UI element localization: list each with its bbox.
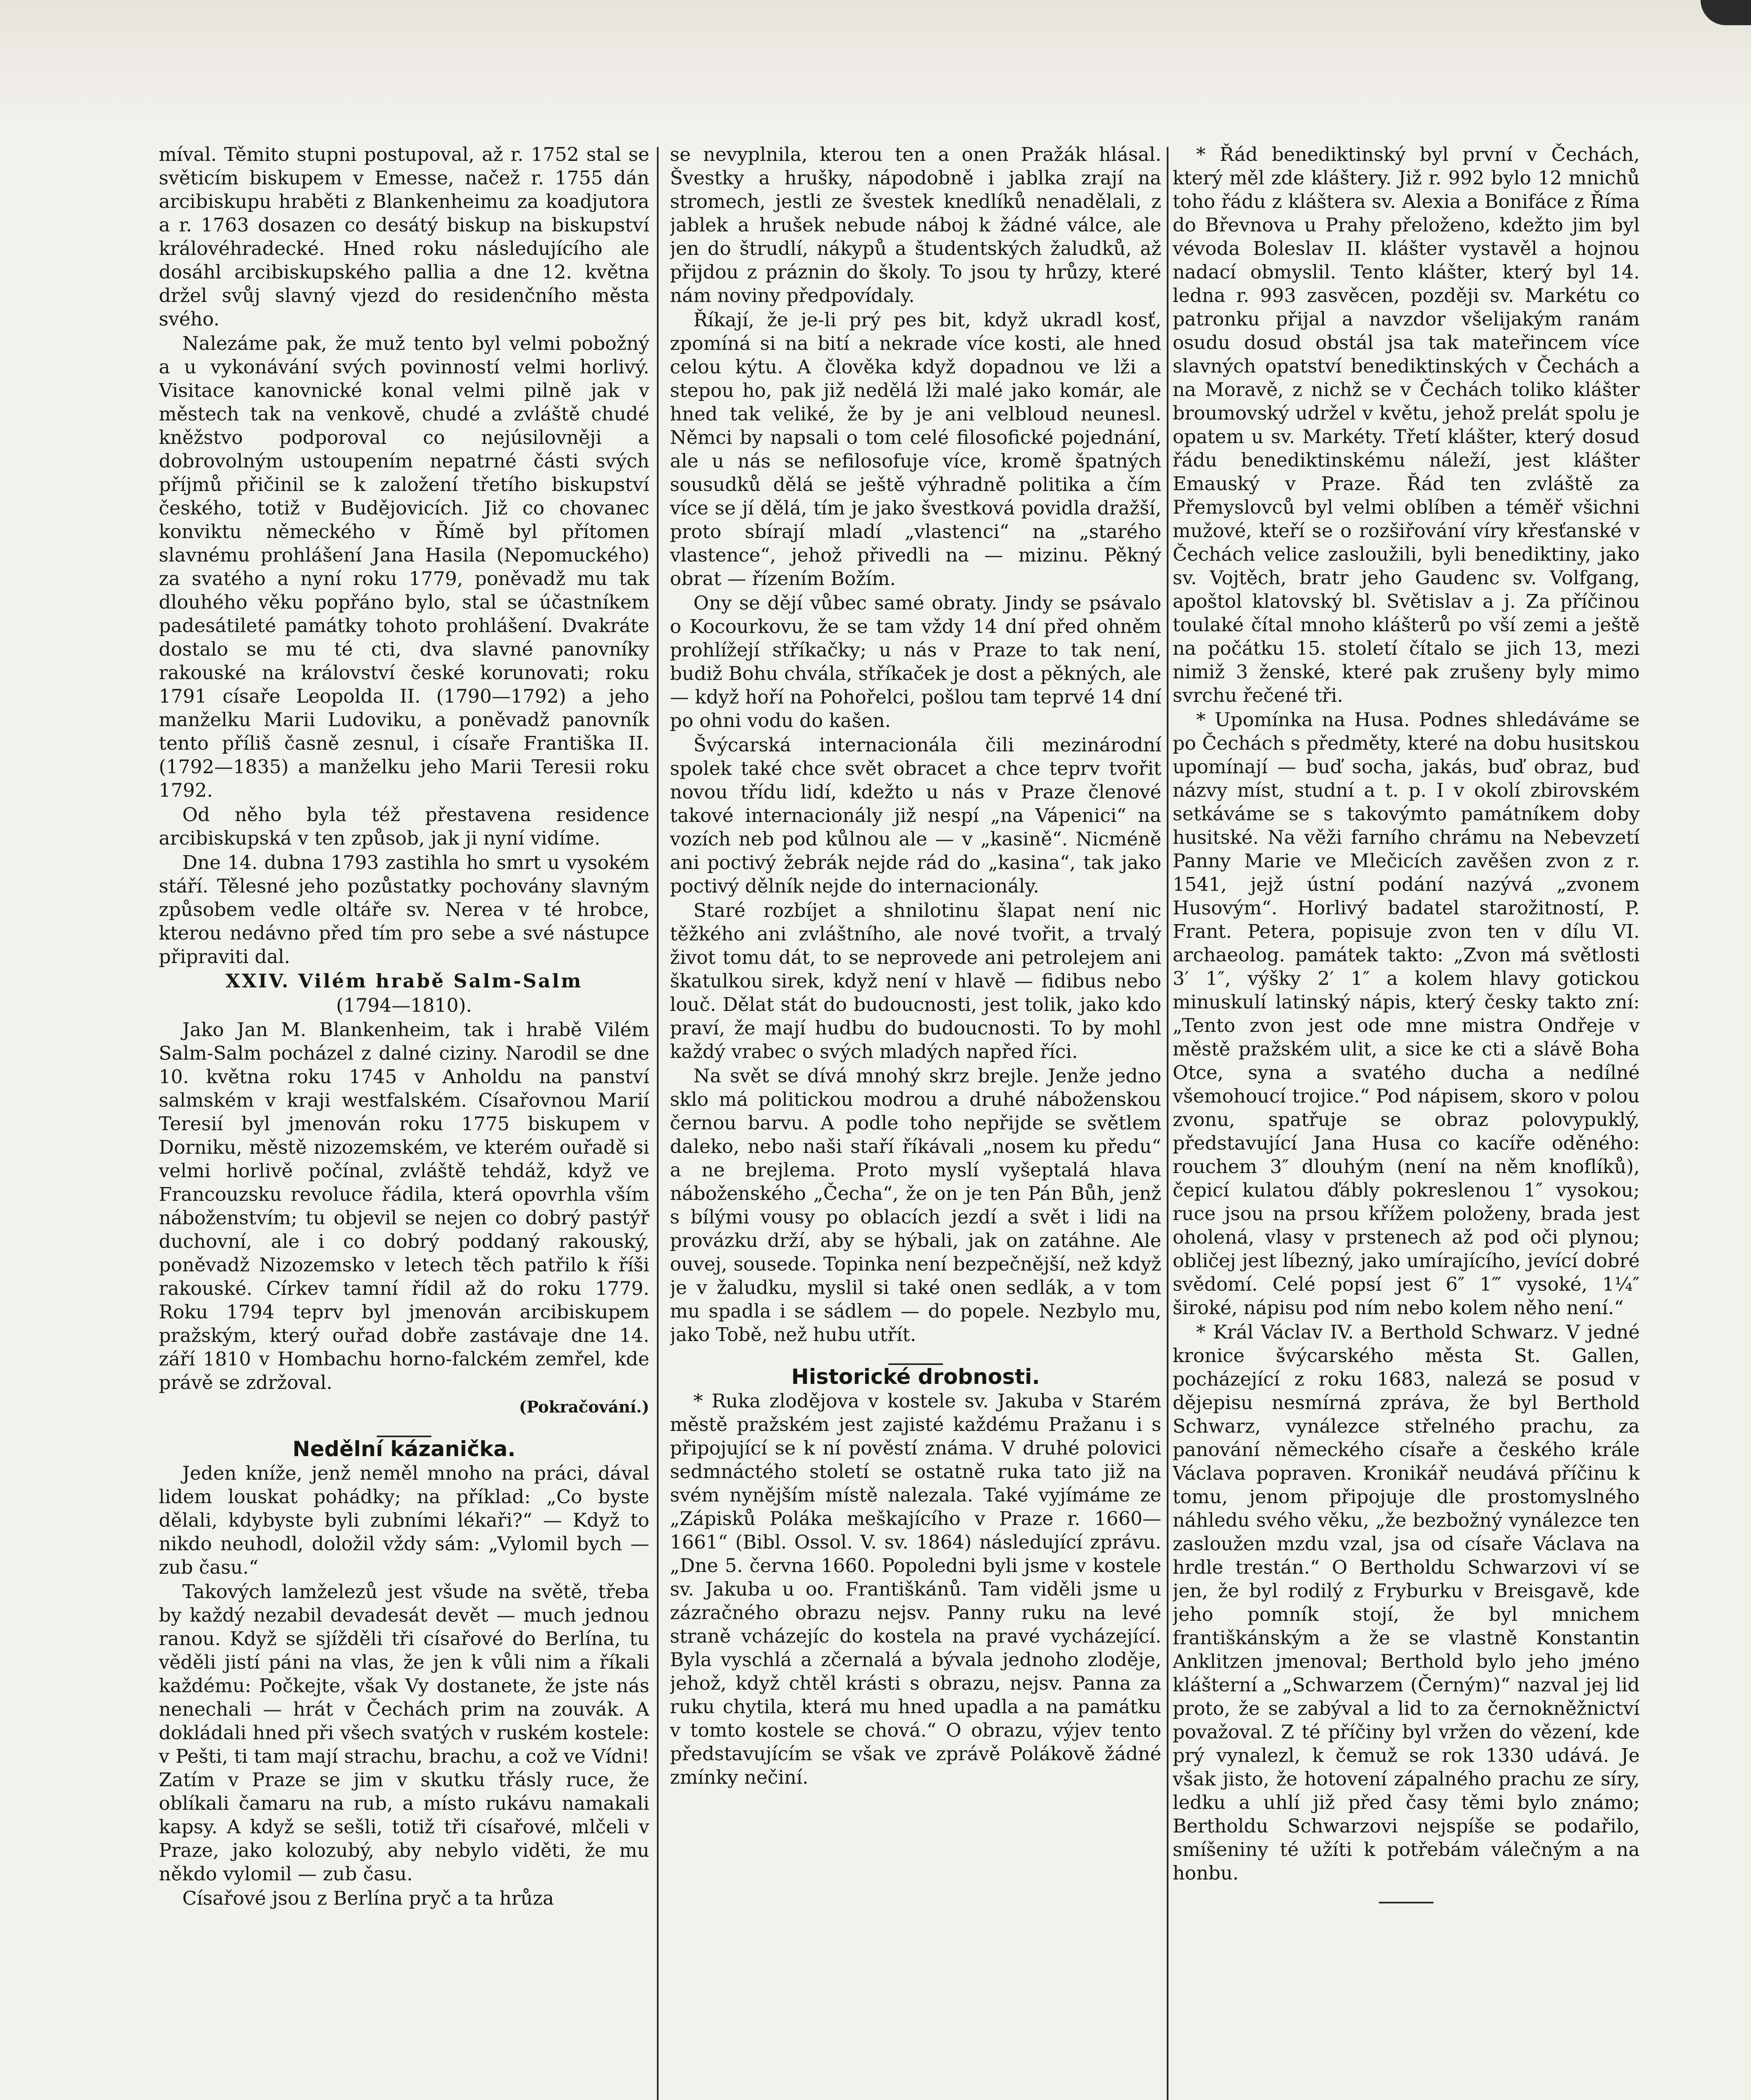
paragraph: * Ruka zlodějova v kostele sv. Jakuba v Starém městě pražském jest zajisté každému Pražanu i s připojující se k ní pověstí známa. V druhé polovici sedmnáctého století se ostatně ruka tato již na svém nynějším místě nalezala. Také vyjímáme ze „Zápisků Poláka meškajícího v Praze r. 1660—1661“ (Bibl. Ossol. V. sv. 1864) následující zprávu. „Dne 5. června 1660. Popoledni byli jsme v kostele sv. Jakuba u oo. Františkánů. Tam viděli jsme u zázračného obrazu nejsv. Panny ruku na levé straně vcházejíc do kostela na pravé vycházející. Byla vyschlá a zčernalá a bývala jednoho zloděje, jehož, když chtěl krásti s obrazu, nejsv. Panna za ruku chytila, která mu hned upadla a na památku v tomto kostele se chová.“ O obrazu, výjev tento představujícím se však ve zprávě Polákově žádné zmínky nečiní.: [670, 1390, 1161, 1788]
paragraph: Císařové jsou z Berlína pryč a ta hrůza: [182, 1887, 554, 1909]
section-years: (1794—1810).: [336, 994, 472, 1016]
paragraph: Od něho byla též přestavena residence arcibiskupská v ten způsob, jak ji nyní vidíme.: [159, 803, 649, 849]
column-divider-1: [657, 147, 659, 2100]
paragraph: míval. Těmito stupni postupoval, až r. 1752 stal se světicím biskupem v Emesse, načež r. 1755 dán arcibiskupu hraběti z Blankenheimu za koadjutora a r. 1763 dosazen co desátý biskup na biskupství královéhradecké. Hned roku následujícího ale dosáhl arcibiskupského pallia a dne 12. května držel svůj slavný vjezd do residenčního města svého.: [159, 143, 649, 330]
column-divider-2: [1167, 147, 1168, 2100]
continuation-note: (Pokračování.): [519, 1397, 649, 1416]
paragraph: * Řád benediktinský byl první v Čechách, který měl zde kláštery. Již r. 992 bylo 12 mnichů toho řádu z kláštera sv. Alexia a Bonifáce z Říma do Břevnova u Prahy přeloženo, kdežto jim byl vévoda Boleslav II. klášter vystavěl a hojnou nadací obmyslil. Tento klášter, který byl 14. ledna r. 993 zasvěcen, později sv. Markétu co patronku přijal a navzdor všelijakým ranám osudu dosud obstál jsa tak mateřincem více slavných opatství benediktinských v Čechách a na Moravě, z nichž se v Čechách toliko klášter broumovský udržel v květu, jehož prelát spolu je opatem u sv. Markéty. Třetí klášter, který dosud řádu benediktinskému náleží, jest klášter Emauský v Praze. Řád ten zvláště za Přemyslovců byl velmi oblíben a téměř všichni mužové, kteří se o rozšiřování víry křesťanské v Čechách velice zasloužili, byli benediktiny, jako sv. Vojtěch, bratr jeho Gaudenc sv. Volfgang, apoštol klatovský bl. Světislav a j. Za příčinou toulaké čítal mnoho klášterů po vší zemi a ještě na počátku 15. století čítalo se jich 13, mezi nimiž 3 ženské, které pak zrušeny byly mimo svrchu řečené tři.: [1173, 143, 1640, 706]
paragraph: * Upomínka na Husa. Podnes shledáváme se po Čechách s předměty, které na dobu husitskou upomínají — buď socha, jakás, buď obraz, buď názvy míst, studní a t. p. I v okolí zbirovském setkáváme se s takovýmto památníkem doby husitské. Na věži farního chrámu na Nebevzetí Panny Marie ve Mlečicích zavěšen zvon z r. 1541, jejž ústní podání nazývá „zvonem Husovým“. Horlivý badatel starožitností, P. Frant. Petera, popisuje zvon ten v dílu VI. archaeolog. památek takto: „Zvon má světlosti 3′ 1″, výšky 2′ 1″ a kolem hlavy gotickou minuskulí latinský nápis, který česky takto zní: „Tento zvon jest ode mne mistra Ondřeje v městě pražském ulit, a sice ke cti a slávě Boha Otce, syna a svatého ducha a nedílné všemohoucí trojice.“ Pod nápisem, skoro v polou zvonu, spatřuje se obraz polovypuklý, představující Jana Husa co kacíře oděného: rouchem 3″ dlouhým (není na něm knoflíků), čepicí kulatou ďábly pokreslenou 1″ vysokou; ruce jsou na prsou křížem položeny, brada jest oholená, vlasy v prstenech až pod oči plynou; obličej jest líbezný, jako umírajícího, jevící dobré svědomí. Celé popsí jest 6″ 1‴ vysoké, 1¼″ široké, nápisu pod ním nebo kolem něho není.“: [1173, 709, 1640, 1319]
column-left: [159, 143, 649, 2100]
paragraph: Nalezáme pak, že muž tento byl velmi pobožný a u vykonávání svých povinností velmi horlivý. Visitace kanovnické konal velmi pilně jak v městech tak na venkově, chudé a zvláště chudé kněžstvo podporoval co nejúsilovněji a dobrovolným ustoupením nepatrné části svých příjmů přičinil se k založení třetího biskupství českého, totiž v Budějovicích. Již co chovanec konviktu německého v Římě byl přítomen slavnému prohlášení Jana Hasila (Nepomuckého) za svatého a nyní roku 1779, poněvadž mu tak dlouhého věku popřáno bylo, stal se účastníkem padesátileté památky tohoto prohlášení. Dvakráte dostalo se mu té cti, dva slavné panovníky rakouské na království české korunovati; roku 1791 císaře Leopolda II. (1790—1792) a jeho manželku Marii Ludoviku, a poněvadž panovník tento příliš časně zesnul, i císaře Františka II. (1792—1835) a manželku jeho Marii Teresii roku 1792.: [159, 332, 649, 801]
paragraph: Staré rozbíjet a shnilotinu šlapat není nic těžkého ani zvláštního, ale nové tvořit, a trvalý život tomu dát, to se neprovede ani petrolejem ani škatulkou sirek, když není v hlavě — fidibus nebo louč. Dělat stát do budoucnosti, jest tolik, jako kdo praví, že mají hudbu do budoucnosti. To by mohl každý vrabec o svých mladých napřed říci.: [670, 899, 1161, 1063]
history-title: Historické drobnosti.: [791, 1365, 1040, 1389]
page-top-margin: [0, 0, 1751, 126]
column-middle: [670, 143, 1161, 2100]
paragraph: Na svět se dívá mnohý skrz brejle. Jenže jedno sklo má politickou modrou a druhé náboženskou černou barvu. A podle toho nepřijde se světlem daleko, nebo naši staří říkávali „nosem ku předu“ a ne brejlema. Proto myslí vyšeptalá hlava náboženského „Čecha“, že on je ten Pán Bůh, jenž s bílými vousy po oblacích jezdí a svět i lidi na provázku drží, aby se hýbali, jak on zatáhne. Ale ouvej, sousede. Topinka není bezpečnější, než když je v žaludku, myslil si také onen sedlák, a v tom mu spadla i se sádlem — do popele. Nezbylo mu, jako Tobě, než hubu utřít.: [670, 1065, 1161, 1346]
paragraph: Jako Jan M. Blankenheim, tak i hrabě Vilém Salm-Salm pocházel z dalné ciziny. Narodil se dne 10. května roku 1745 v Anholdu na panství salmském v kraji westfalském. Císařovnou Marií Teresií byl jmenován roku 1775 biskupem v Dorniku, městě nizozemském, ve kterém ouřadě si velmi horlivě počínal, zvláště tehdáž, když ve Francouzsku revoluce řádila, která opovrhla vším náboženstvím; tu objevil se nejen co dobrý pastýř duchovní, ale i co dobrý poddaný rakouský, poněvadž Nizozemsko v letech těch patřilo k říši rakouské. Církev tamní řídil až do roku 1779. Roku 1794 teprv byl jmenován arcibiskupem pražským, který ouřad dobře zastávaje dne 14. září 1810 v Hombachu horno-falckém zemřel, kde právě se zdržoval.: [159, 1018, 649, 1394]
sermon-title: Nedělní kázanička.: [292, 1437, 516, 1461]
paragraph: Švýcarská internacionála čili mezinárodní spolek také chce svět obracet a chce teprv tvořit novou třídu lidí, kdežto u nás v Praze členové takové internacionály již nespí „na Vápenici“ na vozích neb pod kůlnou ale — v „kasině“. Nicméně ani poctivý žebrák nejde rád do „kasina“, tak jako poctivý dělník nejde do internacionály.: [670, 734, 1161, 897]
paragraph: Ony se dějí vůbec samé obraty. Jindy se psávalo o Kocourkovu, že se tam vždy 14 dní před ohněm prohlížejí stříkačky; u nás v Praze to tak není, budiž Bohu chvála, stříkaček je dost a pěkných, ale — když hoří na Pohořelci, pošlou tam teprvé 14 dní po ohni vodu do kašen.: [670, 592, 1161, 732]
section-separator: [1379, 1902, 1433, 1903]
section-heading: XXIV. Vilém hrabě Salm-Salm: [225, 970, 583, 992]
paragraph: Jeden kníže, jenž neměl mnoho na práci, dával lidem louskat pohádky; na příklad: „Co byste dělali, kdybyste byli zubními lékaři?“ — Když to nikdo neuhodl, doložil vždy sám: „Vylomil bych — zub času.“: [159, 1462, 649, 1578]
paragraph: Takových lamželezů jest všude na světě, třeba by každý nezabil devadesát devět — much jednou ranou. Když se sjížděli tři císařové do Berlína, tu věděli jistí páni na vlas, že jen k vůli nim a říkali každému: Počkejte, však Vy dostanete, že jste nás nenechali — hrát v Čechách prim na zouvák. A dokládali hned při všech svatých v ruském kostele: v Pešti, ti tam mají strachu, brachu, a což ve Vídni! Zatím v Praze se jim v skutku třásly ruce, že oblíkali čamaru na rub, a místo rukávu namakali kapsy. A když se sešli, totiž tři císařové, mlčeli v Praze, jako kolozubý, aby nebylo viděti, že mu někdo vylomil — zub času.: [159, 1580, 649, 1885]
column-right: [1173, 143, 1640, 2100]
paragraph: * Král Václav IV. a Berthold Schwarz. V jedné kronice švýcarského města St. Gallen, pocházející z roku 1683, nalezá se posud v dějepisu nesmírná zpráva, že byl Berthold Schwarz, vynálezce střelného prachu, za panování německého císaře a českého krále Václava popraven. Kronikář neudává příčinu k tomu, jenom připojuje dle prostomyslného náhledu svého věku, „že bezbožný vynálezce ten zasloužen mzdu vzal, jsa od císaře Václava na hrdle trestán.“ O Bertholdu Schwarzovi ví se jen, že byl rodilý z Fryburku v Breisgavě, kde jeho pomník stojí, že byl mnichem františkánským a že se vlastně Konstantin Anklitzen jmenoval; Berthold bylo jeho jméno klášterní a „Schwarzem (Černým)“ nazval jej lid proto, že se zabýval a lid to za černokněžnictví považoval. Z té příčiny byl vržen do vězení, kde prý vynalezl, k čemuž se rok 1330 udává. Je však jisto, že hotovení zápalného prachu ze síry, ledku a uhlí již před časy těmi bylo známo; Bertholdu Schwarzovi nejspíše se podařilo, smíšeniny té užíti k potřebám válečným a na honbu.: [1173, 1321, 1640, 1884]
paragraph: Dne 14. dubna 1793 zastihla ho smrt u vysokém stáří. Tělesné jeho pozůstatky pochovány slavným způsobem vedle oltáře sv. Nerea v té hrobce, kterou nedávno před tím pro sebe a své nástupce připraviti dal.: [159, 851, 649, 968]
paragraph: se nevyplnila, kterou ten a onen Pražák hlásal. Švestky a hrušky, nápodobně i jablka zrají na stromech, jestli ze švestek knedlíků nenadělali, z jablek a hrušek nebude náboj k žádné válce, ale jen do štrudlí, nákypů a študentských žaludků, až přijdou z práznin do školy. To jsou ty hrůzy, které nám noviny předpovídaly.: [670, 143, 1161, 307]
paragraph: Říkají, že je-li prý pes bit, když ukradl kosť, zpomíná si na bití a nekrade více kosti, ale hned celou kýtu. A člověka když dopadnou ve lži a stepou ho, pak již nedělá lži malé jako komár, ale hned tak veliké, že by je ani velbloud neunesl. Němci by napsali o tom celé filosofické pojednání, ale u nás se nefilosofuje více, kromě špatných sousudků dělá se ještě výhradně politika a čím více se jí dělá, tím je jako švestková povidla dražší, proto sbírají mladí „vlastenci“ na „starého vlastence“, jehož přivedli na — mizinu. Pěkný obrat — řízením Božím.: [670, 309, 1161, 590]
